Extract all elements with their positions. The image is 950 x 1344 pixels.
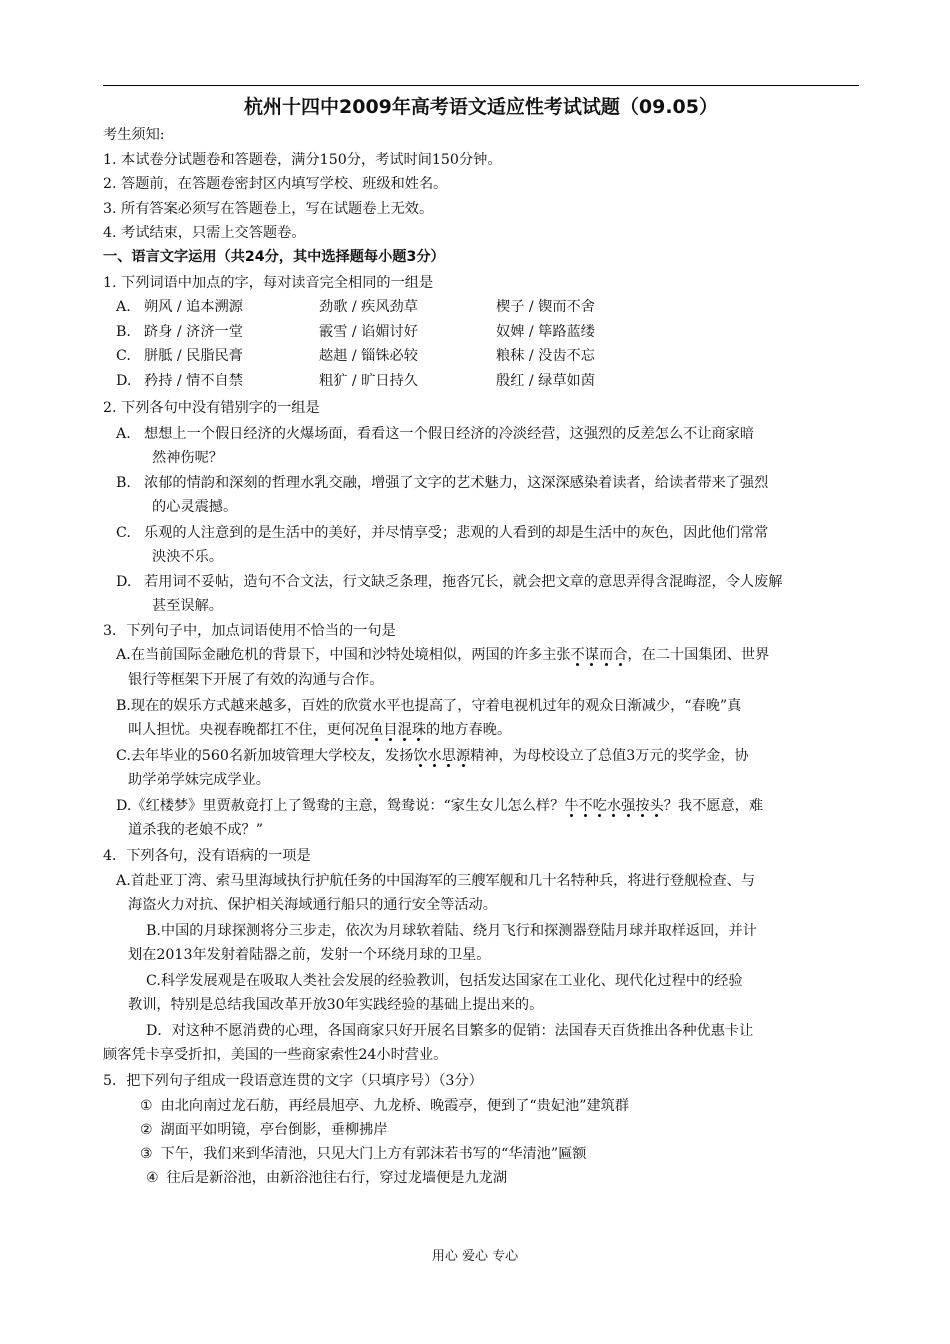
item-number: ② [140, 1122, 153, 1138]
option-letter: D. [116, 373, 132, 389]
option-text: 助学弟学妹完成学业。 [128, 772, 270, 788]
option-text: 划在2013年发射着陆器之前，发射一个环绕月球的卫星。 [128, 947, 491, 963]
text-run: 精神，为母校设立了总值3万元的奖学金，协 [470, 748, 749, 764]
option-text: D．对这种不愿消费的心理，各国商家只好开展名目繁多的促销：法国春天百货推出各种优惠卡让 [146, 1023, 754, 1039]
question-2-stem: 2. 下列各句中没有错别字的一组是 [103, 400, 320, 416]
item-number: ③ [140, 1146, 153, 1162]
item-text: 湖面平如明镜，亭台倒影，垂柳拂岸 [160, 1122, 388, 1138]
notice-item: 2. 答题前，在答题卷密封区内填写学校、班级和姓名。 [103, 176, 448, 192]
sentence-item [140, 1120, 388, 1140]
option-letter: A. [116, 299, 131, 315]
word-pair: 殷红 / 绿草如茵 [496, 373, 595, 389]
text-run: D.《红楼梦》里贾赦竟打上了鸳鸯的主意，鸳鸯说：“家生女儿怎么样？ [116, 798, 565, 814]
option-text: 若用词不妥帖，造句不合文法，行文缺乏条理，拖沓冗长，就会把文章的意思弄得含混晦涩，令人废解 [144, 574, 783, 590]
item-text: 下午，我们来到华清池，只见大门上方有郭沫若书写的“华清池”匾额 [160, 1146, 587, 1162]
text-run: C.去年毕业的560名新加坡管理大学校友，发扬 [116, 748, 414, 764]
emphasized-phrase: 鱼目混珠 [369, 722, 427, 738]
word-pair: 粮秣 / 没齿不忘 [496, 348, 595, 364]
option-letter: B. [116, 475, 131, 491]
option-text: B.中国的月球探测将分三步走，依次为月球软着陆、绕月飞行和探测器登陆月球并取样返回，并计 [146, 923, 757, 939]
option-text: 道杀我的老娘不成？” [128, 822, 263, 838]
word-pair: 劲歌 / 疾风劲草 [319, 299, 418, 315]
text-run: 叫人担忧。央视春晚都扛不住，更何况 [128, 722, 370, 738]
option-text: B.现在的娱乐方式越来越多，百姓的欣赏水平也提高了，守着电视机过年的观众日渐减少，“春晚”真 [116, 698, 742, 714]
option-letter: A. [116, 426, 131, 442]
item-text: 往后是新浴池，由新浴池往右行，穿过龙墙便是九龙湖 [166, 1170, 508, 1186]
notice-item: 1. 本试卷分试题卷和答题卷，满分150分，考试时间150分钟。 [103, 152, 502, 168]
item-text: 由北向南过龙石舫，再经晨旭亭、九龙桥、晚霞亭，便到了“贵妃池”建筑群 [160, 1098, 630, 1114]
option-text: 想想上一个假日经济的火爆场面，看看这一个假日经济的冷淡经营，这强烈的反差怎么不让商家暗 [144, 426, 755, 442]
sentence-item [146, 1168, 507, 1188]
option-text: 浓郁的情韵和深刻的哲理水乳交融，增强了文字的艺术魅力，这深深感染着读者，给读者带来了强烈 [144, 475, 769, 491]
option-text: 乐观的人注意到的是生活中的美好，并尽情享受；悲观的人看到的却是生活中的灰色，因此他们常常 [144, 525, 769, 541]
header-rule [103, 85, 859, 86]
emphasized-phrase: 饮水思源 [413, 748, 471, 764]
emphasized-phrase: 不谋而合 [570, 647, 628, 663]
text-run: ，在二十国集团、世界 [627, 647, 770, 663]
option-text [116, 796, 763, 816]
page-title: 杭州十四中2009年高考语文适应性考试试题（09.05） [244, 96, 718, 118]
sentence-item [140, 1096, 629, 1116]
option-text: 海盗火力对抗、保护相关海域通行船只的通行安全等活动。 [128, 897, 497, 913]
option-letter: C. [116, 348, 131, 364]
question-5-stem: 5．把下列句子组成一段语意连贯的文字（只填序号）（3分） [103, 1073, 483, 1089]
option-letter: D. [116, 574, 132, 590]
option-letter: B. [116, 324, 131, 340]
option-text: 然神伤呢？ [152, 450, 223, 466]
notice-item: 3. 所有答案必须写在答题卷上，写在试题卷上无效。 [103, 201, 434, 217]
word-pair: 楔子 / 锲而不舍 [496, 299, 595, 315]
question-1-stem: 1. 下列词语中加点的字，每对读音完全相同的一组是 [103, 275, 434, 291]
question-4-stem: 4．下列各句，没有语病的一项是 [103, 848, 311, 864]
text-run: 的地方春晚。 [426, 722, 512, 738]
option-text: 银行等框架下开展了有效的沟通与合作。 [128, 672, 384, 688]
emphasized-phrase: 牛不吃水强按头 [564, 798, 664, 814]
notice-item: 4. 考试结束，只需上交答题卷。 [103, 225, 306, 241]
word-pair: 霰雪 / 谄媚讨好 [319, 324, 418, 340]
text-run: A.在当前国际金融危机的背景下，中国和沙特处境相似，两国的许多主张 [116, 647, 571, 663]
option-text [116, 746, 749, 766]
option-text: 顾客凭卡享受折扣，美国的一些商家索性24小时营业。 [103, 1047, 448, 1063]
item-number: ④ [146, 1170, 159, 1186]
word-pair: 矜持 / 情不自禁 [144, 373, 243, 389]
section-heading: 一、语言文字运用（共24分，其中选择题每小题3分） [103, 249, 445, 265]
option-text [116, 645, 769, 665]
sentence-item [140, 1144, 586, 1164]
word-pair: 奴婢 / 筚路蓝缕 [496, 324, 595, 340]
word-pair: 跻身 / 济济一堂 [144, 324, 243, 340]
page-footer: 用心 爱心 专心 [431, 1249, 519, 1264]
option-text: 甚至误解。 [152, 598, 223, 614]
option-text: A.首赴亚丁湾、索马里海域执行护航任务的中国海军的三艘军舰和几十名特种兵，将进行登舰检查、与 [116, 873, 756, 889]
option-text: 的心灵震撼。 [152, 499, 238, 515]
text-run: ？我不愿意，难 [663, 798, 764, 814]
option-text [128, 720, 511, 740]
word-pair: 粗犷 / 旷日持久 [319, 373, 418, 389]
question-3-stem: 3．下列句子中，加点词语使用不恰当的一句是 [103, 623, 396, 639]
option-text: 教训，特别是总结我国改革开放30年实践经验的基础上提出来的。 [128, 997, 544, 1013]
word-pair: 趑趄 / 锱铢必较 [319, 348, 418, 364]
item-number: ① [140, 1098, 153, 1114]
word-pair: 胼胝 / 民脂民膏 [144, 348, 243, 364]
option-text: C.科学发展观是在吸取人类社会发展的经验教训，包括发达国家在工业化、现代化过程中的经验 [146, 973, 743, 989]
notice-heading: 考生须知: [103, 127, 165, 143]
option-text: 泱泱不乐。 [152, 549, 223, 565]
word-pair: 朔风 / 追本溯源 [144, 299, 243, 315]
option-letter: C. [116, 525, 131, 541]
